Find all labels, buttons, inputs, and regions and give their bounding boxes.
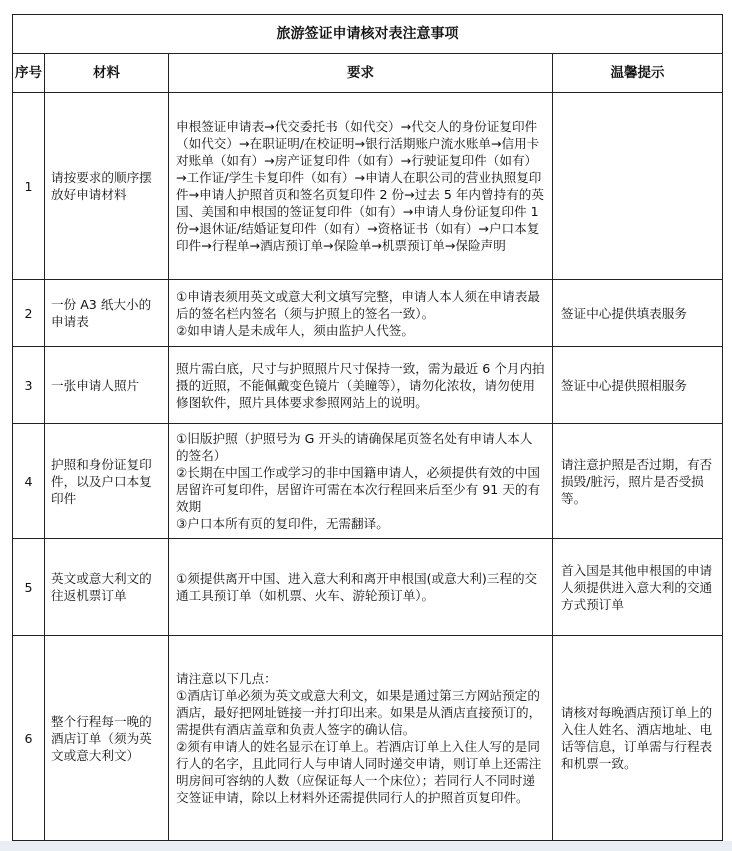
table-row <box>13 93 723 280</box>
visa-checklist-table <box>12 14 723 841</box>
row-material: 英文或意大利文的往返机票订单 <box>45 539 169 636</box>
requirement-line: ②如申请人是未成年人，须由监护人代签。 <box>176 322 414 338</box>
row-number: 2 <box>13 280 45 347</box>
table-row <box>13 347 723 424</box>
header-requirement: 要求 <box>169 54 553 93</box>
row-material: 整个行程每一晚的酒店订单（须为英文或意大利文） <box>45 636 169 841</box>
row-requirement <box>169 424 553 539</box>
row-number: 5 <box>13 539 45 636</box>
row-material: 护照和身份证复印件，以及户口本复印件 <box>45 424 169 539</box>
row-tip: 签证中心提供填表服务 <box>553 280 723 347</box>
header-material: 材料 <box>45 54 169 93</box>
row-requirement <box>169 280 553 347</box>
row-tip: 请核对每晚酒店预订单上的入住人姓名、酒店地址、电话等信息，订单需与行程表和机票一致。 <box>553 636 723 841</box>
row-requirement <box>169 636 553 841</box>
requirement-line: ③户口本所有页的复印件，无需翻译。 <box>176 516 389 531</box>
viewer-bottom-bar <box>0 841 732 851</box>
row-material: 一份 A3 纸大小的申请表 <box>45 280 169 347</box>
requirement-line: 照片需白底，尺寸与护照照片尺寸保持一致，需为最近 6 个月内拍摄的近照，不能佩戴变色镜片（美瞳等），请勿化浓妆，请勿使用修图软件，照片具体要求参照网站上的说明。 <box>176 360 545 410</box>
requirement-line: 申根签证申请表→代交委托书（如代交）→代交人的身份证复印件（如代交）→在职证明/在校证明→银行活期账户流水账单→信用卡对账单（如有）→房产证复印件（如有）→行驶证复印件（如有）→工作证/学生卡复印件（如有）→申请人在职公司的营业执照复印件→申请人护照首页和签名页复印件 2 份→过去 5 年内曾持有的英国、美国和申根国的签证复印件（如有）→申请人身份证复印件 1 份→退休证/结婚证复印件（如有）→资格证书（如有）→户口本复印件→行程单→酒店预订单→保险单→机票预订单→保险声明 <box>176 119 544 253</box>
header-seq: 序号 <box>13 54 45 93</box>
table-row <box>13 424 723 539</box>
row-material: 一张申请人照片 <box>45 347 169 424</box>
requirement-line: ②长期在中国工作或学习的非中国籍申请人，必须提供有效的中国居留许可复印件，居留许可需在本次行程回来后至少有 91 天的有效期 <box>176 465 541 514</box>
requirement-line: ①须提供离开中国、进入意大利和离开申根国(或意大利)三程的交通工具预订单（如机票、火车、游轮预订单）。 <box>176 571 538 603</box>
table-row <box>13 636 723 841</box>
row-requirement <box>169 347 553 424</box>
requirement-line: ①旧版护照（护照号为 G 开头的请确保尾页签名处有申请人本人的签名） <box>176 431 533 463</box>
row-requirement <box>169 539 553 636</box>
requirement-line: ①申请表须用英文或意大利文填写完整，申请人本人须在申请表最后的签名栏内签名（须与护照上的签名一致）。 <box>176 288 540 321</box>
table-title: 旅游签证申请核对表注意事项 <box>13 15 723 54</box>
row-number: 3 <box>13 347 45 424</box>
row-tip <box>553 93 723 280</box>
requirement-line: ①酒店订单必须为英文或意大利文，如果是通过第三方网站预定的酒店，最好把网址链接一并打印出来。如果是从酒店直接预订的，需提供有酒店盖章和负责人签字的确认信。 <box>176 688 542 737</box>
row-number: 6 <box>13 636 45 841</box>
row-material: 请按要求的顺序摆放好申请材料 <box>45 93 169 280</box>
table-row <box>13 280 723 347</box>
row-tip: 签证中心提供照相服务 <box>553 347 723 424</box>
header-tip: 温馨提示 <box>553 54 723 93</box>
requirement-line: ②须有申请人的姓名显示在订单上。若酒店订单上入住人写的是同行人的名字，且此同行人与申请人同时递交申请，则订单上还需注明房间可容纳的人数（应保证每人一个床位）；若同行人不同时递交签证申请，除以上材料外还需提供同行人的护照首页复印件。 <box>176 739 542 805</box>
row-tip: 请注意护照是否过期，有否损毁/脏污，照片是否受损等。 <box>553 424 723 539</box>
row-number: 4 <box>13 424 45 539</box>
requirement-line: 请注意以下几点： <box>176 671 277 686</box>
row-tip: 首入国是其他申根国的申请人须提供进入意大利的交通方式预订单 <box>553 539 723 636</box>
table-row <box>13 539 723 636</box>
row-requirement <box>169 93 553 280</box>
row-number: 1 <box>13 93 45 280</box>
